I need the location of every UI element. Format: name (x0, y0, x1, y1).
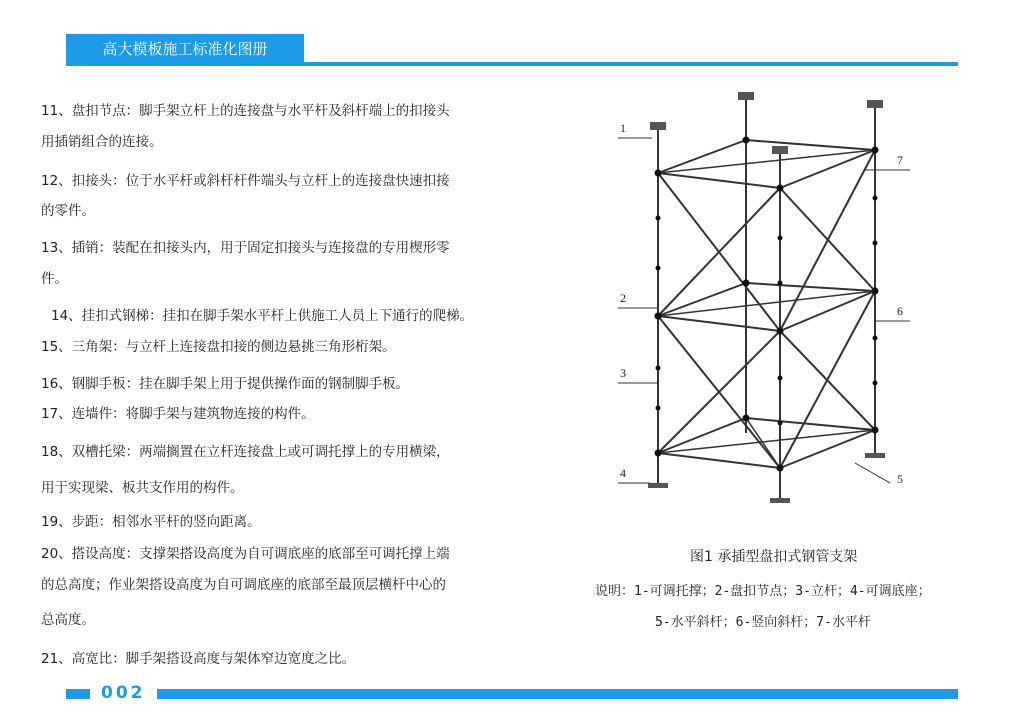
label-1: 1 (620, 121, 626, 135)
label-3: 3 (620, 366, 626, 380)
definition-line: 11、盘扣节点：脚手架立杆上的连接盘与水平杆及斜杆端上的扣接头 (41, 103, 450, 119)
footer-rule (157, 689, 958, 699)
definition-line: 用于实现梁、板共支作用的构件。 (41, 480, 244, 496)
label-4: 4 (620, 466, 626, 480)
header-title-tab (66, 34, 304, 64)
figure-legend-line-1: 说明：1-可调托撑；2-盘扣节点；3-立杆；4-可调底座； (595, 584, 931, 599)
definition-line: 19、步距：相邻水平杆的竖向距离。 (41, 514, 261, 530)
definition-line: 18、双槽托梁：两端搁置在立杆连接盘上或可调托撑上的专用横梁， (41, 444, 450, 460)
definition-line: 15、三角架：与立杆上连接盘扣接的侧边悬挑三角形桁架。 (41, 339, 396, 355)
definition-line: 件。 (41, 271, 68, 287)
definition-line: 21、高宽比：脚手架搭设高度与架体窄边宽度之比。 (41, 651, 356, 667)
definition-line: 17、连墙件：将脚手架与建筑物连接的构件。 (41, 406, 315, 422)
definition-line: 的总高度；作业架搭设高度为自可调底座的底部至最顶层横杆中心的 (41, 577, 446, 593)
definition-line: 12、扣接头：位于水平杆或斜杆杆件端头与立杆上的连接盘快速扣接 (41, 173, 450, 189)
label-7: 7 (897, 153, 903, 167)
scaffold-diagram (610, 78, 920, 518)
label-5: 5 (897, 472, 903, 486)
definition-line: 20、搭设高度：支撑架搭设高度为自可调底座的底部至可调托撑上端 (41, 546, 450, 562)
definition-line: 16、钢脚手板：挂在脚手架上用于提供操作面的钢制脚手板。 (41, 376, 410, 392)
definition-line: 13、插销：装配在扣接头内，用于固定扣接头与连接盘的专用楔形零 (41, 240, 450, 256)
definition-line: 14、挂扣式钢梯：挂扣在脚手架水平杆上供施工人员上下通行的爬梯。 (51, 308, 474, 324)
label-6: 6 (897, 304, 903, 318)
header-title: 高大模板施工标准化图册 (102, 40, 268, 58)
page-number: 002 (101, 683, 146, 703)
definition-line: 的零件。 (41, 203, 95, 219)
definition-line: 总高度。 (41, 612, 95, 628)
definition-line: 用插销组合的连接。 (41, 134, 163, 150)
footer-marker (66, 689, 90, 699)
figure-caption: 图1 承插型盘扣式钢管支架 (690, 549, 858, 565)
figure-legend-line-2: 5-水平斜杆；6-竖向斜杆；7-水平杆 (655, 615, 871, 630)
label-2: 2 (620, 291, 626, 305)
header-rule (66, 62, 958, 66)
